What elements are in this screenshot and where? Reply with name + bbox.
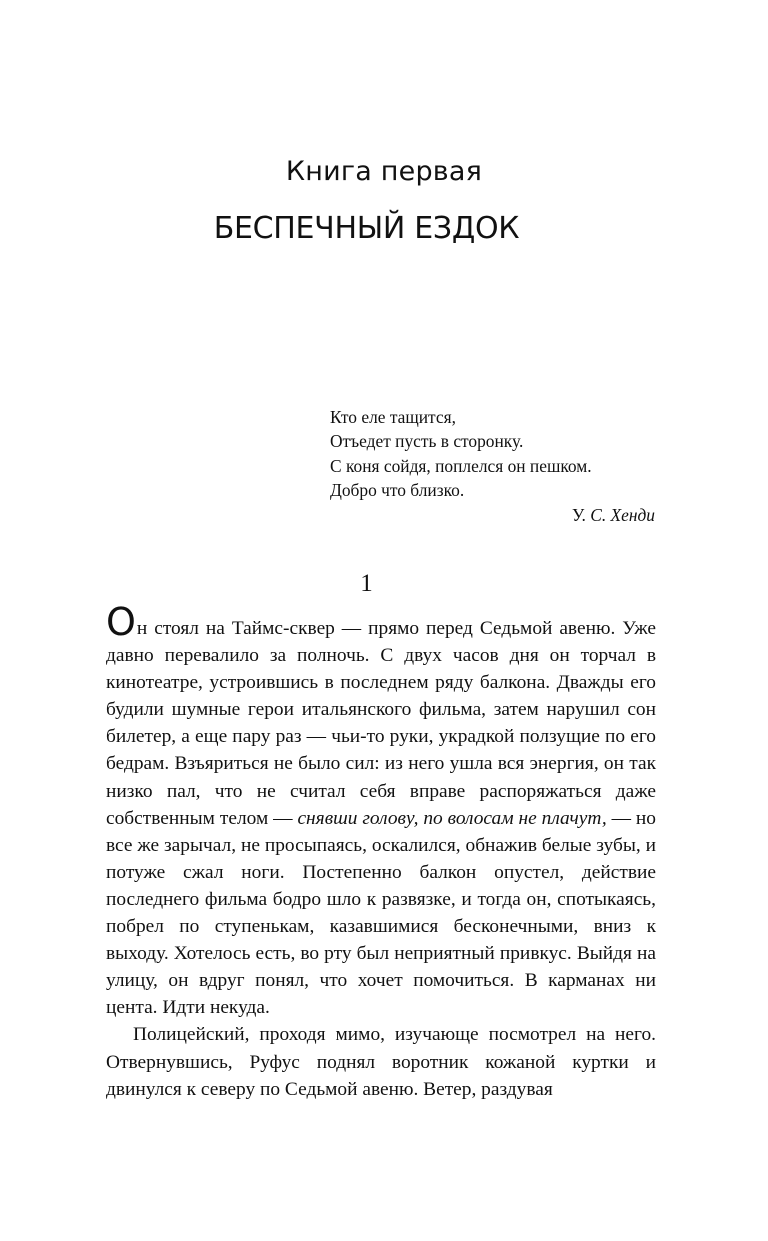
paragraph-text: н стоял на Таймс-сквер — прямо перед Седьмой авеню. Уже давно перевалило за полночь. С двух часов дня он торчал в кинотеатре, устроившись в последнем ряду балкона. Дважды его будили шумные герои итальянского фильма, затем нарушил сон билетер, а еще пару раз — чьи-то руки, украдкой ползущие по его бедрам. Взъяриться не было сил: из него ушла вся энергия, он так низко пал, что не считал себя вправе распоряжаться даже собственным телом — <box>106 618 656 829</box>
epigraph <box>330 405 660 527</box>
chapter-body <box>106 600 656 1103</box>
epigraph-line: Кто еле тащится, <box>330 407 456 427</box>
paragraph <box>106 600 656 1021</box>
epigraph-line: С коня сойдя, поплелся он пешком. <box>330 455 592 476</box>
epigraph-line: Отъедет пусть в сторонку. <box>330 431 524 452</box>
author-name: С. Хенди <box>590 504 655 525</box>
book-label: Книга первая <box>285 156 483 187</box>
paragraph: Полицейский, проходя мимо, изучающе посмотрел на него. Отвернувшись, Руфус поднял воротник кожаной куртки и двинулся к северу по Седьмой авеню. Ветер, раздувая <box>106 1024 656 1100</box>
italic-quote: снявши голову, по волосам не плачут, <box>297 807 607 829</box>
epigraph-author <box>330 503 655 527</box>
drop-cap: О <box>106 600 136 644</box>
author-initial: У. <box>572 504 586 525</box>
book-title: БЕСПЕЧНЫЙ ЕЗДОК <box>213 211 520 246</box>
chapter-number: 1 <box>360 570 373 597</box>
epigraph-line: Добро что близко. <box>330 480 465 501</box>
paragraph-text: — но все же зарычал, не просыпаясь, оскалился, обнажив белые зубы, и потуже сжал ноги. Постепенно балкон опустел, действие последнего фильма бодро шло к развязке, и тогда он, спотыкаясь, побрел по ступенькам, казавшимися бесконечными, вниз к выходу. Хотелось есть, во рту был неприятный привкус. Выйдя на улицу, он вдруг понял, что хочет помочиться. В карманах ни цента. Идти некуда. <box>106 807 656 1019</box>
